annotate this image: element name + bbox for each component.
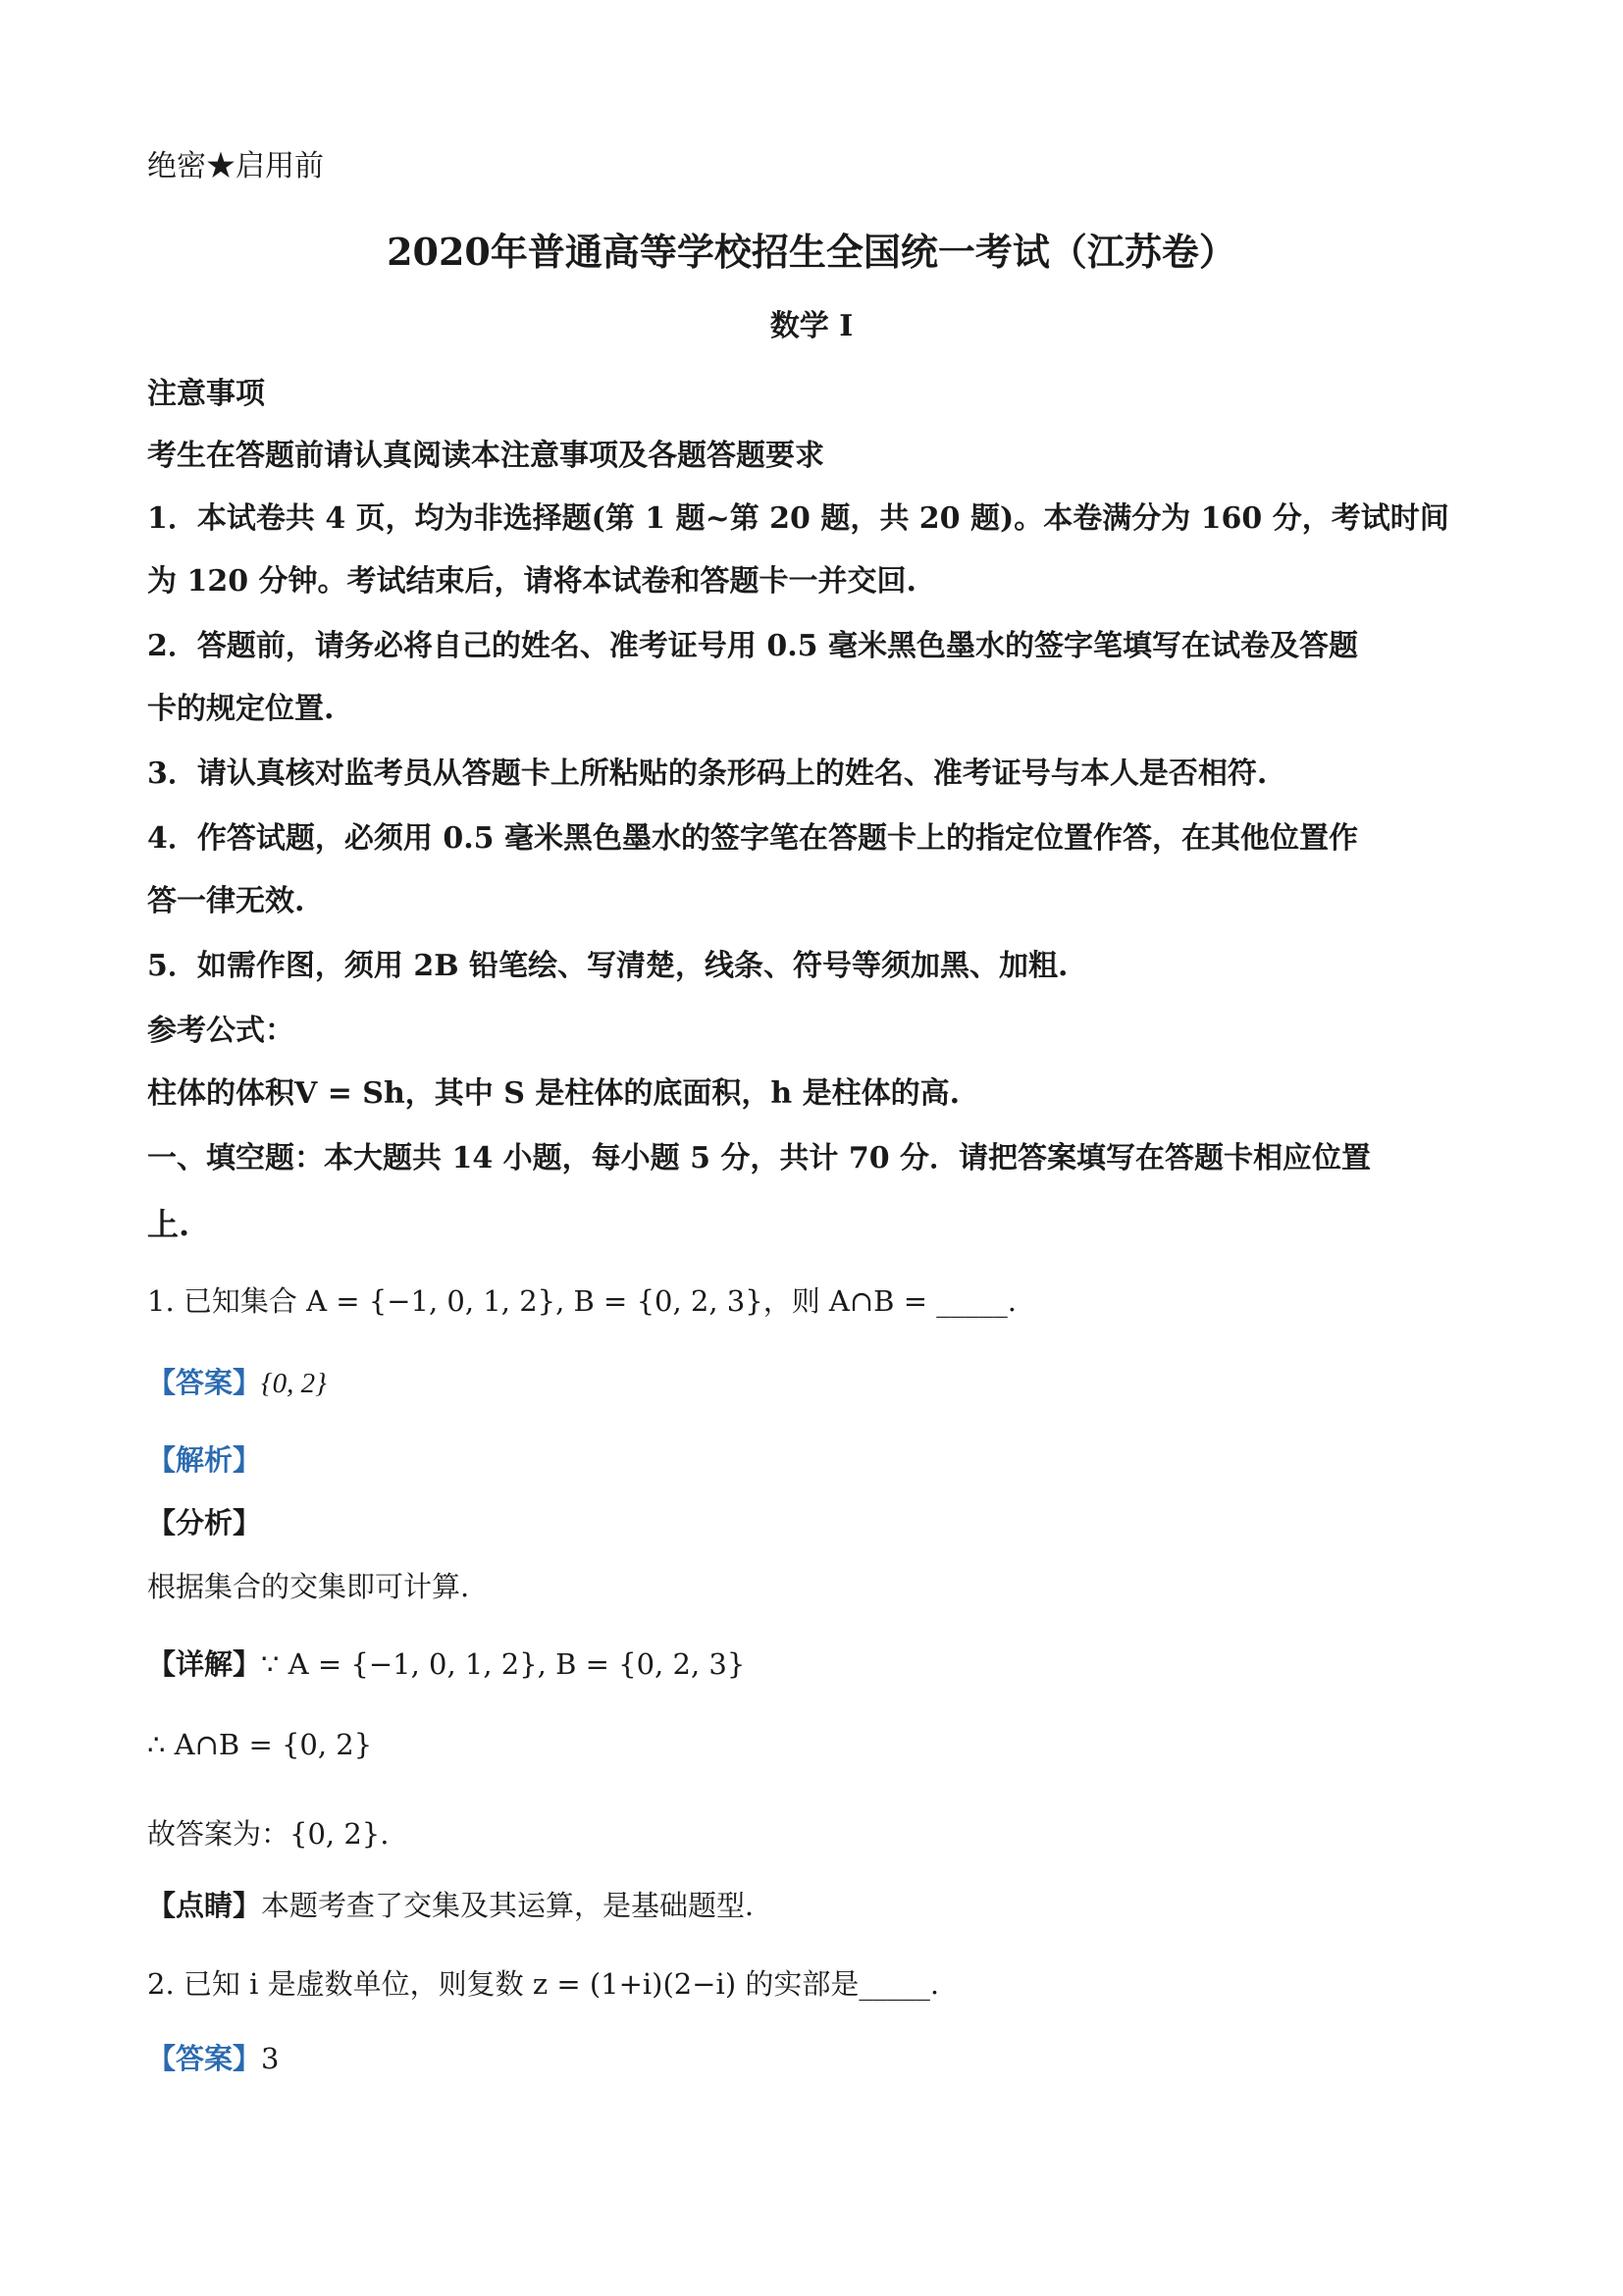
notes-intro: 考生在答题前请认真阅读本注意事项及各题答题要求: [147, 439, 824, 473]
detail-text: ∵ A = {−1, 0, 1, 2}, B = {0, 2, 3}: [261, 1647, 746, 1681]
note-item-1-line-1: 1．本试卷共 4 页，均为非选择题(第 1 题~第 20 题，共 20 题)。本卷满分为 160 分，考试时间: [147, 501, 1449, 536]
note-item-2-line-1: 2．答题前，请务必将自己的姓名、准考证号用 0.5 毫米黑色墨水的签字笔填写在试卷及答题: [147, 629, 1358, 663]
note-item-4-line-2: 答一律无效.: [147, 884, 305, 918]
note-item-1-line-2: 为 120 分钟。考试结束后，请将本试卷和答题卡一并交回.: [147, 564, 916, 599]
secret-label: 绝密★启用前: [147, 149, 324, 183]
note-item-3: 3．请认真核对监考员从答题卡上所粘贴的条形码上的姓名、准考证号与本人是否相符.: [147, 757, 1268, 791]
question-2: 2. 已知 i 是虚数单位，则复数 z = (1+i)(2−i) 的实部是_____.: [147, 1967, 940, 2001]
detail-tag: 【详解】: [147, 1647, 262, 1681]
question-1: 1. 已知集合 A = {−1, 0, 1, 2}, B = {0, 2, 3}，则 A∩B = _____.: [147, 1284, 1017, 1318]
q1-answer-row: [147, 1366, 327, 1399]
section-heading-line-1: 一、填空题：本大题共 14 小题，每小题 5 分，共计 70 分．请把答案填写在答题卡相应位置: [147, 1141, 1372, 1175]
fenxi-text: 根据集合的交集即可计算.: [147, 1570, 470, 1603]
detail-row: [147, 1647, 746, 1681]
comment-text: 本题考查了交集及其运算，是基础题型．: [261, 1889, 774, 1922]
q2-answer-row: [147, 2042, 280, 2075]
note-item-2-line-2: 卡的规定位置.: [147, 692, 335, 726]
answer-tag: 【答案】: [147, 2042, 262, 2075]
formula-heading: 参考公式：: [147, 1014, 294, 1048]
note-item-4-line-1: 4．作答试题，必须用 0.5 毫米黑色墨水的签字笔在答题卡上的指定位置作答，在其他位置作: [147, 821, 1358, 856]
comment-tag: 【点睛】: [147, 1889, 262, 1922]
exam-title: 2020年普通高等学校招生全国统一考试（江苏卷）: [387, 230, 1236, 274]
exam-subtitle: 数学 I: [769, 309, 854, 343]
analysis-tag: 【解析】: [147, 1443, 262, 1477]
therefore-line: ∴ A∩B = {0, 2}: [147, 1728, 373, 1761]
note-item-5: 5．如需作图，须用 2B 铅笔绘、写清楚，线条、符号等须加黑、加粗.: [147, 949, 1069, 983]
formula-text: 柱体的体积V = Sh，其中 S 是柱体的底面积，h 是柱体的高.: [147, 1076, 961, 1111]
notes-heading: 注意事项: [147, 377, 265, 411]
answer-tag: 【答案】: [147, 1366, 262, 1399]
final-answer-line: 故答案为：{0, 2}.: [147, 1817, 390, 1851]
answer-value: {0, 2}: [261, 1368, 327, 1399]
fenxi-tag: 【分析】: [147, 1506, 262, 1539]
section-heading-line-2: 上.: [147, 1206, 190, 1243]
comment-row: [147, 1889, 774, 1922]
answer-value: 3: [261, 2042, 280, 2075]
